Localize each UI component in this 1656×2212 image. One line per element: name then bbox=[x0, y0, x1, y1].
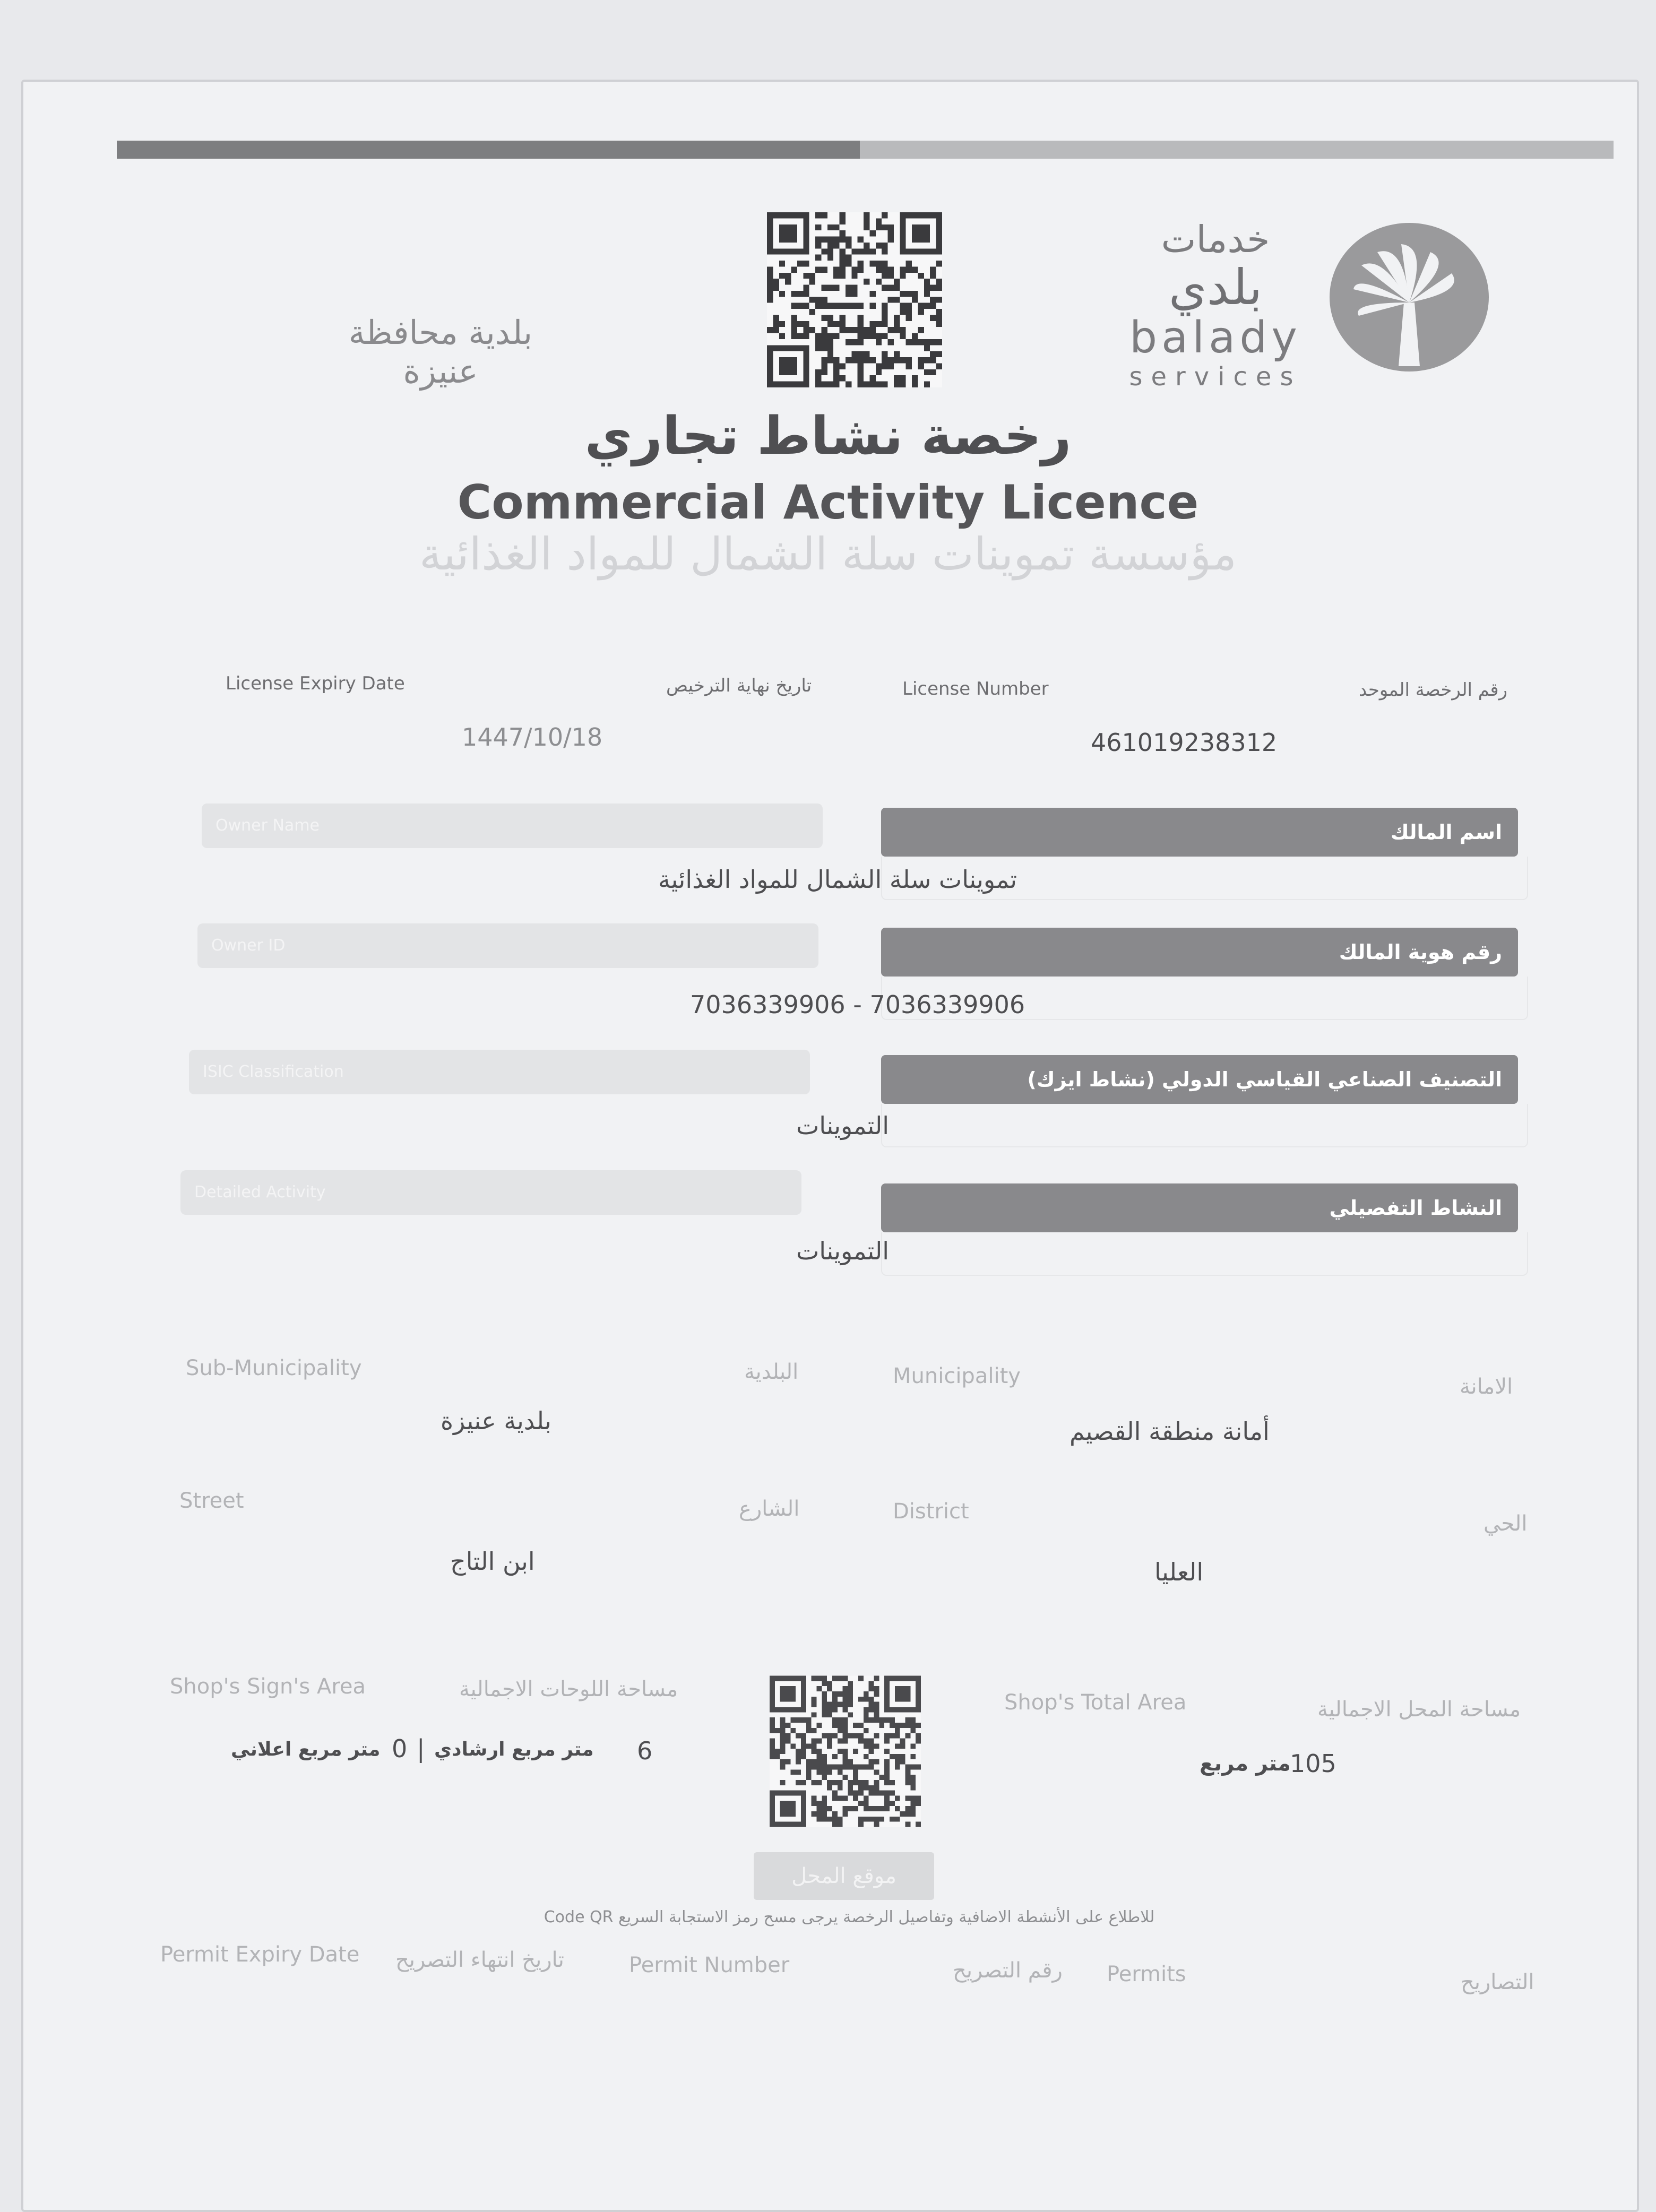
street-value: ابن التاج bbox=[450, 1547, 535, 1576]
isic-value: التموينات bbox=[796, 1111, 890, 1140]
isic-header bbox=[881, 1055, 1518, 1104]
sign-area-label-ar: مساحة اللوحات الاجمالية bbox=[459, 1677, 678, 1701]
shop-location-text: موقع المحل bbox=[791, 1864, 896, 1888]
license-expiry-label-ar: تاريخ نهاية الترخيص bbox=[666, 675, 812, 696]
total-area-label-ar: مساحة المحل الاجمالية bbox=[1317, 1697, 1521, 1722]
brand-en-sub: services bbox=[1129, 362, 1302, 392]
detail-activity-value: التموينات bbox=[796, 1237, 890, 1265]
amana-label-ar: الامانة bbox=[1460, 1375, 1513, 1399]
owner-id-ghost-bar bbox=[197, 923, 818, 968]
permits-label-ar: التصاريح bbox=[1461, 1970, 1534, 1994]
shop-location-label bbox=[754, 1852, 934, 1900]
header-bar-dark bbox=[117, 141, 860, 159]
municipality-label-en: Municipality bbox=[893, 1364, 1021, 1388]
street-label-ar: الشارع bbox=[739, 1497, 800, 1521]
district-label-ar: الحي bbox=[1484, 1511, 1528, 1536]
permit-number-label-ar: رقم التصريح bbox=[953, 1958, 1063, 1983]
ad-area-value: 0 bbox=[392, 1734, 408, 1763]
sign-area-label-en: Shop's Sign's Area bbox=[170, 1674, 366, 1699]
owner-name-ghost-bar bbox=[202, 803, 823, 848]
area-separator: | bbox=[417, 1734, 425, 1763]
street-label-en: Street bbox=[179, 1489, 244, 1513]
baladiya-value: بلدية عنيزة bbox=[441, 1406, 551, 1435]
baladiya-label-ar: البلدية bbox=[744, 1360, 799, 1384]
detail-activity-label: النشاط التفصيلي bbox=[1329, 1196, 1502, 1220]
owner-name-label: اسم المالك bbox=[1390, 820, 1502, 844]
permit-expiry-label-en: Permit Expiry Date bbox=[160, 1942, 360, 1967]
municipality-stamp: بلدية محافظة عنيزة bbox=[348, 313, 533, 391]
amana-value: أمانة منطقة القصيم bbox=[1070, 1417, 1270, 1446]
license-expiry-label-en: License Expiry Date bbox=[226, 673, 405, 694]
balady-brand bbox=[1125, 218, 1306, 392]
sub-municipality-label-en: Sub-Municipality bbox=[186, 1356, 362, 1380]
permit-number-label-en: Permit Number bbox=[629, 1953, 790, 1977]
district-value: العليا bbox=[1154, 1558, 1204, 1586]
ad-area-unit: متر مربع اعلاني bbox=[231, 1739, 381, 1760]
owner-name-header bbox=[881, 808, 1518, 857]
license-number: 461019238312 bbox=[1091, 728, 1278, 757]
brand-en: balady bbox=[1129, 313, 1301, 363]
brand-ar-top: خدمات bbox=[1161, 218, 1270, 261]
detail-activity-header bbox=[881, 1183, 1518, 1232]
owner-id-ghost-label: Owner ID bbox=[211, 936, 286, 955]
qr-code-bottom bbox=[770, 1672, 921, 1831]
owner-id-header bbox=[881, 928, 1518, 977]
permit-expiry-label-ar: تاريخ انتهاء التصريح bbox=[395, 1948, 564, 1972]
isic-label: التصنيف الصناعي القياسي الدولي (نشاط ايزك) bbox=[1027, 1068, 1502, 1091]
total-area-label-en: Shop's Total Area bbox=[1004, 1690, 1187, 1715]
total-area-value: 105 bbox=[1290, 1749, 1336, 1778]
license-expiry: 1447/10/18 bbox=[462, 723, 603, 751]
isic-ghost-label: ISIC Classification bbox=[203, 1062, 344, 1081]
isic-field bbox=[881, 1104, 1528, 1147]
detail-activity-ghost-bar bbox=[180, 1170, 801, 1215]
district-label-en: District bbox=[893, 1499, 969, 1524]
isic-ghost-bar bbox=[189, 1050, 810, 1094]
owner-name-ghost-label: Owner Name bbox=[215, 816, 320, 835]
title-arabic: رخصة نشاط تجاري bbox=[584, 406, 1072, 466]
detail-activity-ghost-label: Detailed Activity bbox=[194, 1183, 326, 1202]
brand-ar: بلدي bbox=[1168, 259, 1263, 316]
qr-code-top bbox=[764, 212, 945, 387]
title-english: Commercial Activity Licence bbox=[457, 475, 1199, 530]
faint-establishment-name: مؤسسة تموينات سلة الشمال للمواد الغذائية bbox=[419, 528, 1237, 580]
total-area-unit: متر مربع bbox=[1200, 1751, 1291, 1776]
permits-label-en: Permits bbox=[1107, 1962, 1186, 1986]
owner-name: تموينات سلة الشمال للمواد الغذائية bbox=[658, 865, 1017, 894]
detail-activity-field bbox=[881, 1232, 1528, 1276]
owner-id: 7036339906 - 7036339906 bbox=[690, 990, 1025, 1019]
palm-logo-icon bbox=[1330, 223, 1489, 371]
guide-area-unit: متر مربع ارشادي bbox=[434, 1739, 594, 1760]
license-number-label-ar: رقم الرخصة الموحد bbox=[1359, 679, 1508, 701]
guide-area-value: 6 bbox=[637, 1736, 653, 1765]
license-number-label-en: License Number bbox=[902, 678, 1049, 699]
header-bar-light bbox=[860, 141, 1614, 159]
owner-id-label: رقم هوية المالك bbox=[1339, 940, 1502, 964]
qr-note: للاطلاع على الأنشطة الاضافية وتفاصيل الرخصة يرجى مسح رمز الاستجابة السريع Code QR bbox=[544, 1908, 1155, 1926]
